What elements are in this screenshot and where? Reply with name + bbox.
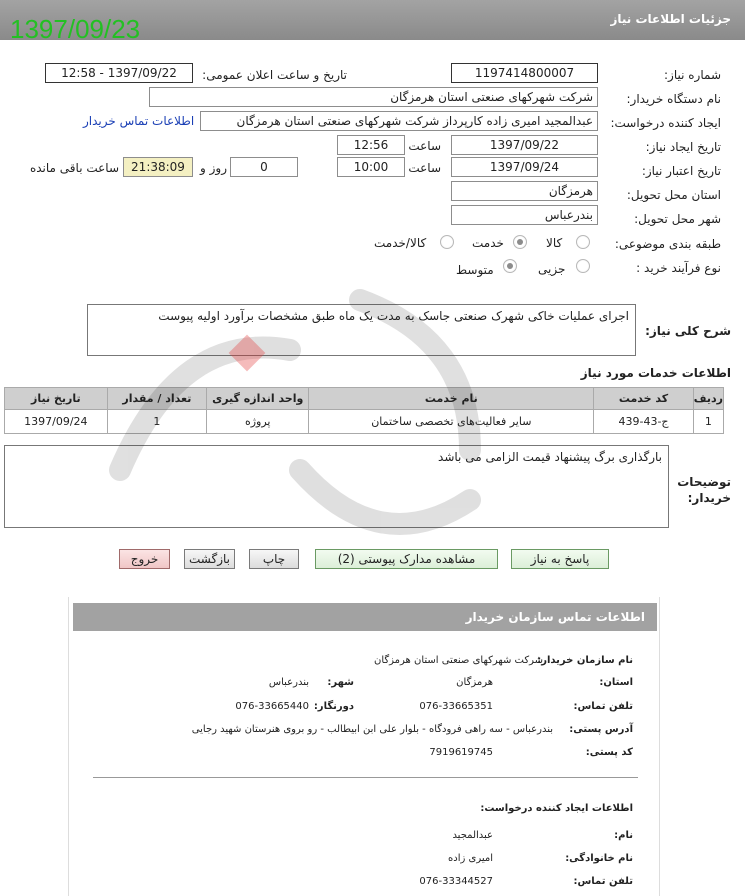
date-stamp: 1397/09/23 <box>10 14 141 44</box>
cell-service-code: ج-43-439 <box>594 410 694 434</box>
category-option-service: خدمت <box>472 236 504 250</box>
validity-time-field[interactable]: 10:00 <box>337 157 405 177</box>
buyer-notes-box[interactable] <box>4 445 669 528</box>
category-radio-service[interactable] <box>513 235 527 249</box>
col-quantity: تعداد / مقدار <box>107 388 206 410</box>
buyer-notes-text: بارگذاری برگ پیشنهاد قیمت الزامی می باشد <box>438 450 662 464</box>
need-number-field[interactable]: 1197414800007 <box>451 63 598 83</box>
contact-card-header <box>73 603 657 631</box>
need-number-label: شماره نیاز: <box>664 68 721 82</box>
days-remaining-field[interactable]: 0 <box>230 157 298 177</box>
created-time-label: ساعت <box>408 139 441 153</box>
description-box[interactable] <box>87 304 636 356</box>
fax-value: 076-33665440 <box>235 701 309 712</box>
contact-divider <box>93 777 638 778</box>
contact-city-value: بندرعباس <box>268 677 309 688</box>
address-label: آدرس پستی: <box>569 724 633 735</box>
process-radio-medium[interactable] <box>503 259 517 273</box>
requester-label: ایجاد کننده درخواست: <box>610 116 721 130</box>
category-label: طبقه بندی موضوعی: <box>614 237 721 251</box>
requester-field[interactable]: عبدالمجید امیری زاده کارپرداز شرکت شهرکهای صنعتی استان هرمزگان <box>200 111 598 131</box>
buyer-org-label: نام دستگاه خریدار: <box>626 92 721 106</box>
exit-button[interactable]: خروج <box>119 549 170 569</box>
creator-title: اطلاعات ایجاد کننده درخواست: <box>480 803 633 814</box>
process-label: نوع فرآیند خرید : <box>636 261 721 275</box>
province-label: استان محل تحویل: <box>626 188 721 202</box>
cell-service-name: سایر فعالیت‌های تخصصی ساختمان <box>309 410 594 434</box>
col-need-date: تاریخ نیاز <box>5 388 108 410</box>
contact-province-label: استان: <box>599 677 633 688</box>
cell-unit: پروژه <box>207 410 309 434</box>
cell-row-number: 1 <box>693 410 723 434</box>
category-radio-goods[interactable] <box>576 235 590 249</box>
first-name-value: عبدالمجید <box>452 830 493 841</box>
buyer-contact-link[interactable]: اطلاعات تماس خریدار <box>83 114 195 128</box>
org-label: نام سازمان خریدار: <box>537 655 633 666</box>
cell-need-date: 1397/09/24 <box>5 410 108 434</box>
postal-value: 7919619745 <box>429 747 493 758</box>
print-button[interactable]: چاپ <box>249 549 299 569</box>
announce-label: تاریخ و ساعت اعلان عمومی: <box>202 68 347 82</box>
col-service-code: کد خدمت <box>594 388 694 410</box>
buyer-notes-label: توضیحات خریدار: <box>677 475 731 505</box>
col-unit: واحد اندازه گیری <box>207 388 309 410</box>
last-name-value: امیری زاده <box>448 853 493 864</box>
validity-date-field[interactable]: 1397/09/24 <box>451 157 598 177</box>
reply-button[interactable]: پاسخ به نیاز <box>511 549 609 569</box>
category-option-both: کالا/خدمت <box>374 236 427 250</box>
attachments-button[interactable]: مشاهده مدارک پیوستی (2) <box>315 549 498 569</box>
services-table <box>4 387 724 434</box>
fax-label: دورنگار: <box>313 701 354 712</box>
postal-label: کد پستی: <box>585 747 633 758</box>
last-name-label: نام خانوادگی: <box>565 853 633 864</box>
phone-label: تلفن تماس: <box>573 701 633 712</box>
contact-city-label: شهر: <box>327 677 354 688</box>
remaining-label: ساعت باقی مانده <box>29 161 119 175</box>
first-name-label: نام: <box>614 830 633 841</box>
contact-province-value: هرمزگان <box>456 677 493 688</box>
created-date-label: تاریخ ایجاد نیاز: <box>645 140 721 154</box>
days-label: روز و <box>200 161 227 175</box>
validity-time-label: ساعت <box>408 161 441 175</box>
table-row <box>5 410 724 434</box>
description-text: اجرای عملیات خاکی شهرک صنعتی جاسک به مدت یک ماه طبق مشخصات برآورد اولیه پیوست <box>158 309 629 323</box>
address-value: بندرعباس - سه راهی فرودگاه - بلوار علی ابن ابیطالب - رو بروی هنرستان شهید رجایی <box>191 724 553 735</box>
col-row-number: ردیف <box>693 388 723 410</box>
page-title: جزئیات اطلاعات نیاز <box>610 12 731 26</box>
process-option-minor: جزیی <box>538 262 566 276</box>
announce-field[interactable]: 1397/09/22 - 12:58 <box>45 63 193 83</box>
back-button[interactable]: بازگشت <box>184 549 235 569</box>
validity-date-label: تاریخ اعتبار نیاز: <box>641 164 721 178</box>
col-service-name: نام خدمت <box>309 388 594 410</box>
category-radio-both[interactable] <box>440 235 454 249</box>
buyer-contact-card <box>68 597 660 896</box>
creator-phone-label: تلفن تماس: <box>573 876 633 887</box>
remaining-time-field: 21:38:09 <box>123 157 193 177</box>
process-option-medium: متوسط <box>456 263 494 277</box>
services-section-title: اطلاعات خدمات مورد نیاز <box>580 366 731 380</box>
created-date-field[interactable]: 1397/09/22 <box>451 135 598 155</box>
city-label: شهر محل تحویل: <box>634 212 721 226</box>
title-bar <box>0 0 745 44</box>
buyer-org-field[interactable]: شرکت شهرکهای صنعتی استان هرمزگان <box>149 87 598 107</box>
contact-card-title: اطلاعات تماس سازمان خریدار <box>465 610 645 624</box>
creator-phone-value: 076-33344527 <box>419 876 493 887</box>
cell-quantity: 1 <box>107 410 206 434</box>
process-radio-minor[interactable] <box>576 259 590 273</box>
city-field[interactable]: بندرعباس <box>451 205 598 225</box>
category-option-goods: کالا <box>546 236 563 250</box>
created-time-field[interactable]: 12:56 <box>337 135 405 155</box>
phone-value: 076-33665351 <box>419 701 493 712</box>
org-value: شرکت شهرکهای صنعتی استان هرمزگان <box>373 655 543 666</box>
province-field[interactable]: هرمزگان <box>451 181 598 201</box>
description-label: شرح کلی نیاز: <box>645 324 731 338</box>
